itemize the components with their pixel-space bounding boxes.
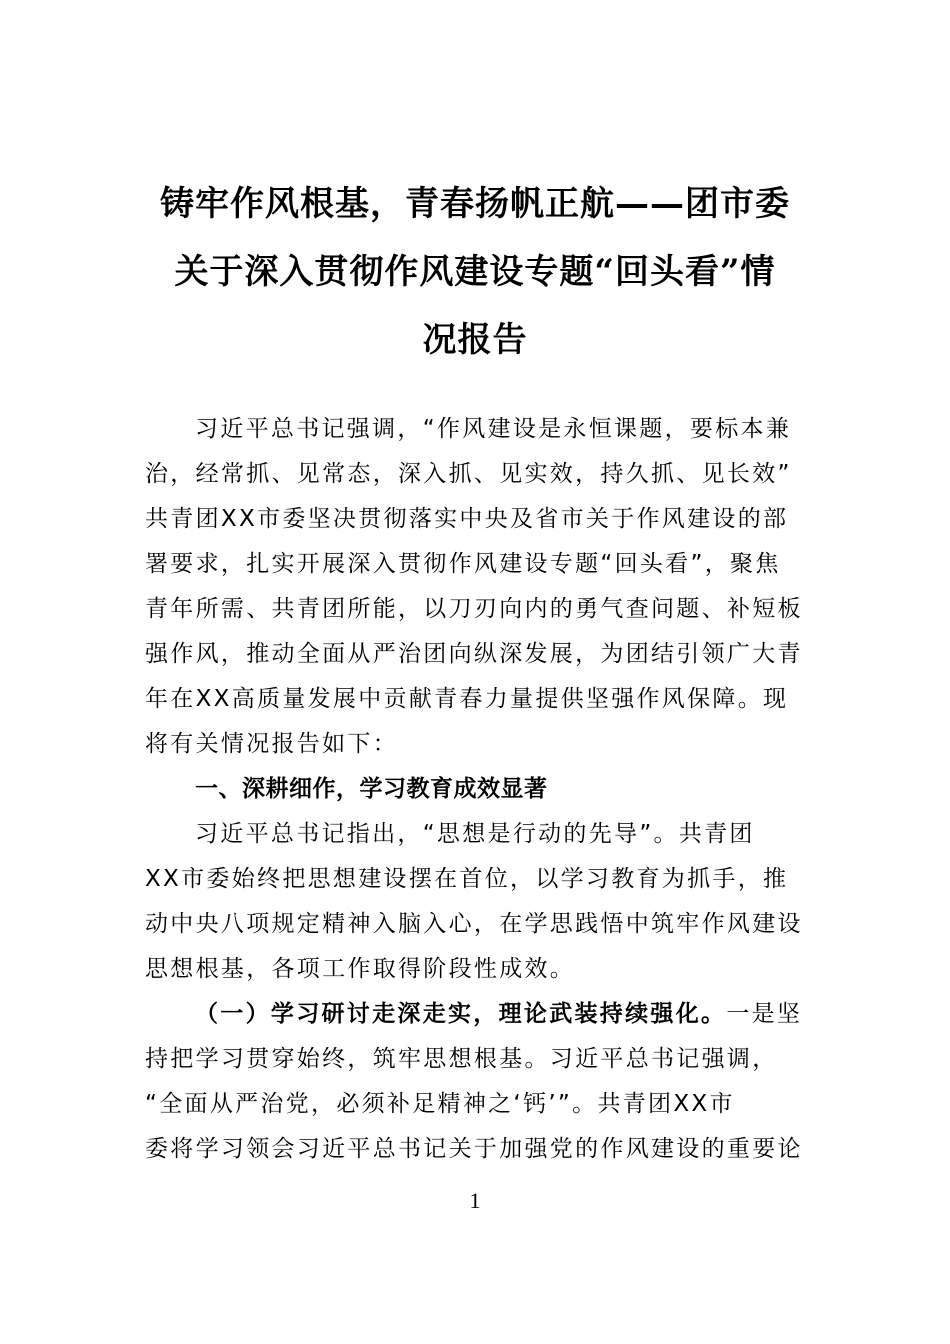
- text-line: 习近平总书记指出，“思想是行动的先导”。共青团: [195, 821, 755, 847]
- text-line: “全面从严治党，必须补足精神之‘钙’”。共青团XX市: [145, 1091, 735, 1117]
- page-number: 1: [469, 1188, 481, 1213]
- text-fragment: 一是坚: [726, 1001, 803, 1027]
- text-line: 动中央八项规定精神入脑入心，在学思践悟中筑牢作风建设: [145, 911, 803, 937]
- title-line: 关于深入贯彻作风建设专题“回头看”情: [174, 252, 776, 292]
- text-line: XX市委始终把思想建设摆在首位，以学习教育为抓手，推: [145, 866, 789, 892]
- text-line: 共青团XX市委坚决贯彻落实中央及省市关于作风建设的部: [145, 506, 789, 532]
- section-heading: 一、深耕细作，学习教育成效显著: [195, 776, 548, 802]
- section1-paragraph: [145, 812, 808, 992]
- title-line: 况报告: [422, 320, 528, 360]
- text-line: 将有关情况报告如下：: [145, 731, 398, 757]
- text-line: 治，经常抓、见常态，深入抓、见实效，持久抓、见长效”: [145, 461, 792, 487]
- text-line: 习近平总书记强调，“作风建设是永恒课题，要标本兼: [195, 416, 792, 442]
- text-line: 青年所需、共青团所能，以刀刃向内的勇气查问题、补短板: [145, 596, 803, 622]
- text-line: 委将学习领会习近平总书记关于加强党的作风建设的重要论: [145, 1136, 803, 1162]
- document-title: [140, 170, 810, 374]
- text-line: [145, 992, 808, 1037]
- text-line: 署要求，扎实开展深入贯彻作风建设专题“回头看”，聚焦: [145, 551, 781, 577]
- document-body: [145, 407, 808, 1172]
- intro-paragraph: [145, 407, 808, 767]
- subsection1-paragraph: [145, 992, 808, 1172]
- title-line: 铸牢作风根基，青春扬帆正航——团市委: [160, 184, 790, 224]
- subsection-heading: （一）学习研讨走深走实，理论武装持续强化。: [195, 1001, 727, 1027]
- text-line: 强作风，推动全面从严治团向纵深发展，为团结引领广大青: [145, 641, 803, 667]
- text-line: 持把学习贯穿始终，筑牢思想根基。习近平总书记强调，: [145, 1046, 778, 1072]
- text-line: 思想根基，各项工作取得阶段性成效。: [145, 956, 576, 982]
- text-line: 年在XX高质量发展中贡献青春力量提供坚强作风保障。现: [145, 686, 789, 712]
